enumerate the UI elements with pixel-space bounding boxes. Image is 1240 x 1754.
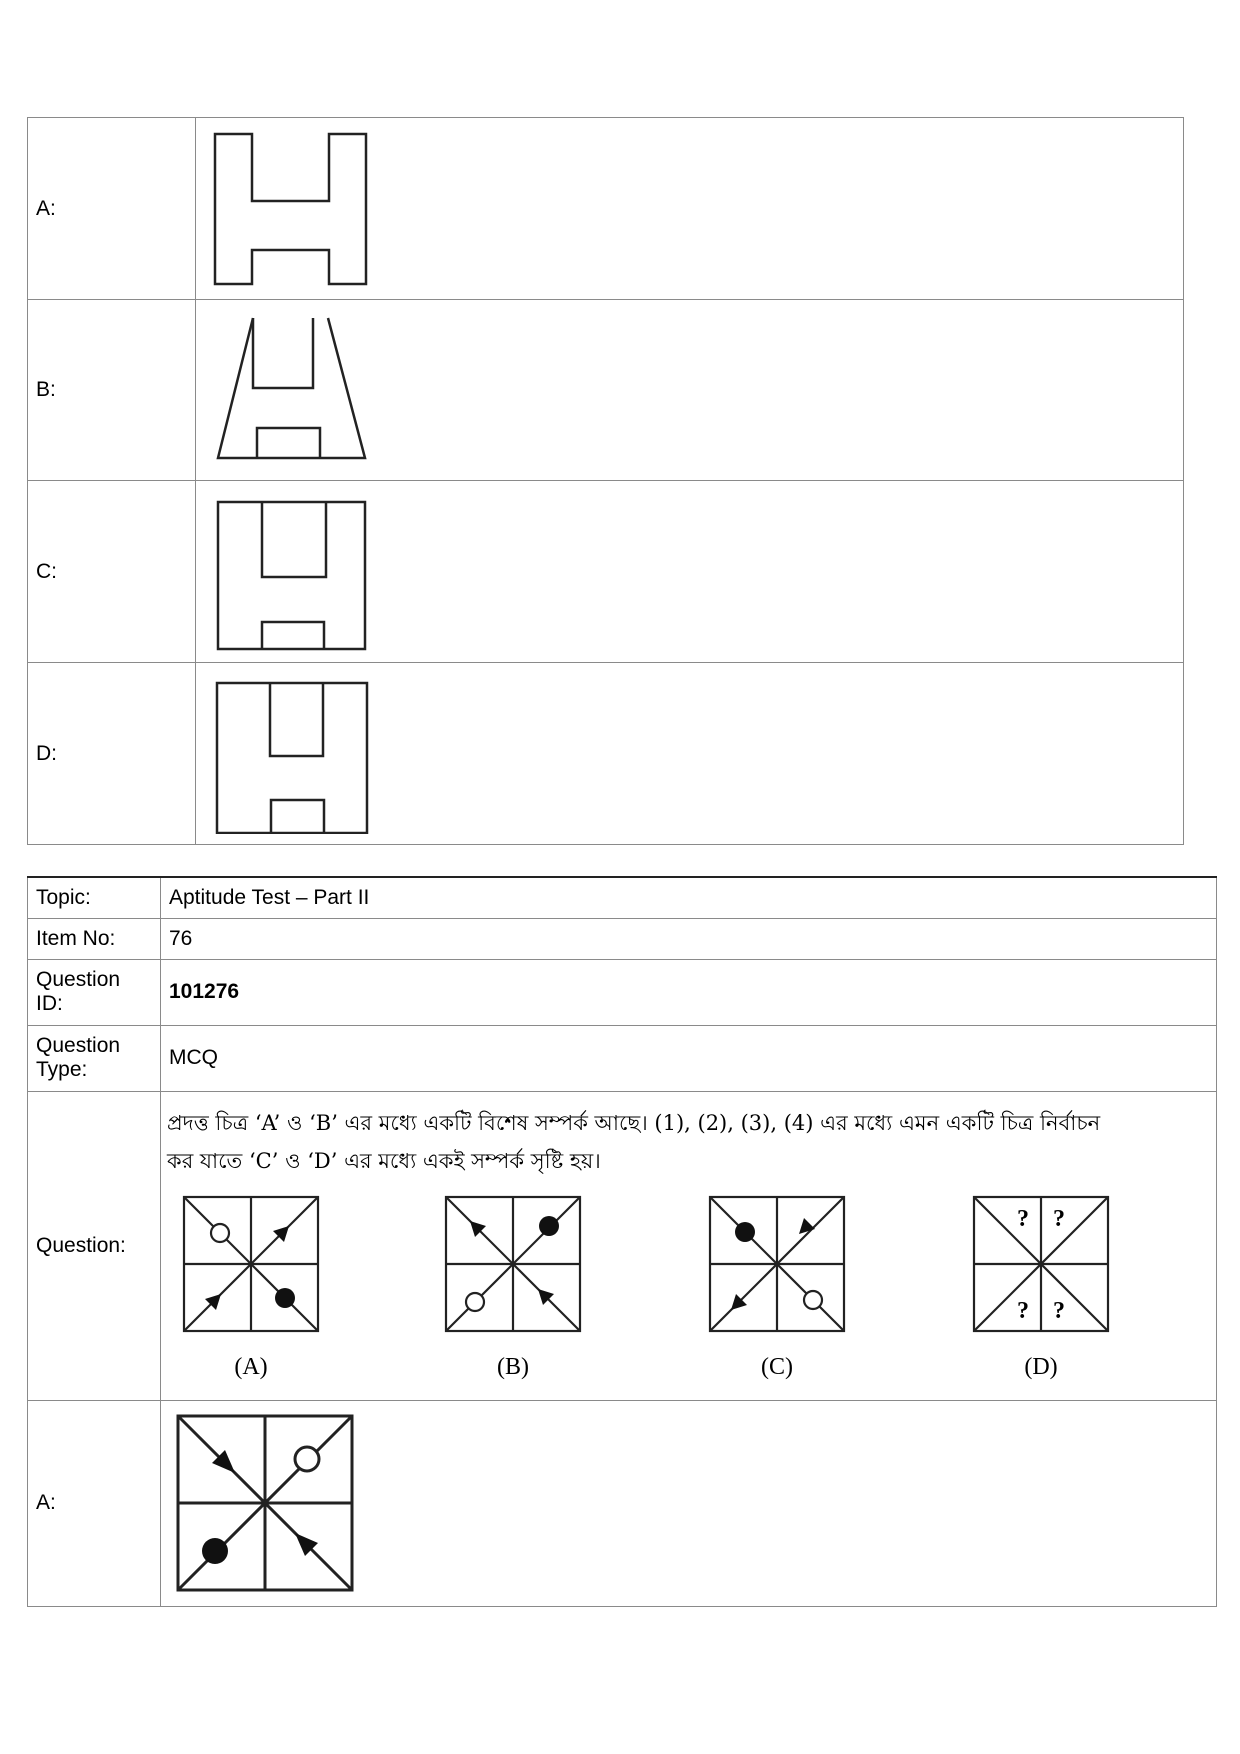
question-type-row — [28, 1025, 1217, 1091]
topic-label: Topic: — [28, 877, 161, 918]
question-figure-b — [433, 1194, 593, 1386]
question-table — [27, 876, 1217, 1607]
option-label: B: — [28, 300, 196, 481]
figure-c-arrow-icon — [707, 1194, 847, 1334]
question-figure-d — [961, 1194, 1121, 1386]
option-label: D: — [28, 663, 196, 845]
figure-caption: (C) — [761, 1353, 793, 1380]
item-value: 76 — [161, 918, 1217, 959]
figure-d-icon — [210, 674, 370, 834]
figure-a-arrow-icon — [181, 1194, 321, 1334]
option-row-a — [28, 118, 1184, 300]
figure-d-question-icon — [971, 1194, 1111, 1334]
answer-row — [28, 1400, 1217, 1606]
option-label: C: — [28, 481, 196, 663]
figure-c-icon — [210, 492, 370, 652]
figure-b-arrow-icon — [443, 1194, 583, 1334]
question-id-row — [28, 959, 1217, 1025]
options-table — [27, 117, 1184, 845]
figure-b-icon — [210, 310, 370, 470]
topic-value: Aptitude Test – Part II — [161, 877, 1217, 918]
option-figure-cell — [196, 300, 1184, 481]
question-mark: ? — [1017, 1205, 1029, 1232]
option-row-c — [28, 481, 1184, 663]
question-type-value: MCQ — [161, 1025, 1217, 1091]
question-text-line: প্রদত্ত চিত্র ‘A’ ও ‘B’ এর মধ্যে একটি বিশেষ সম্পর্ক আছে। (1), (2), (3), (4) এর মধ্যে এমন একটি চিত্র নির্বাচন — [167, 1110, 1101, 1135]
question-id-label: Question ID: — [28, 959, 161, 1025]
figure-caption: (D) — [1024, 1353, 1058, 1380]
option-row-d — [28, 663, 1184, 845]
question-type-label: Question Type: — [28, 1025, 161, 1091]
figure-caption: (B) — [497, 1353, 529, 1380]
figure-a-icon — [210, 129, 370, 289]
topic-row — [28, 877, 1217, 918]
figure-caption: (A) — [234, 1353, 268, 1380]
option-figure-cell — [196, 118, 1184, 300]
question-body — [161, 1091, 1217, 1400]
question-mark: ? — [1053, 1205, 1065, 1232]
answer-figure-cell — [161, 1400, 1217, 1606]
question-id-value: 101276 — [161, 959, 1217, 1025]
question-mark: ? — [1017, 1297, 1029, 1324]
question-mark: ? — [1053, 1297, 1065, 1324]
option-figure-cell — [196, 663, 1184, 845]
option-label: A: — [28, 118, 196, 300]
item-label: Item No: — [28, 918, 161, 959]
question-figure-c — [697, 1194, 857, 1386]
option-figure-cell — [196, 481, 1184, 663]
answer-label: A: — [28, 1400, 161, 1606]
answer-figure-icon — [175, 1413, 355, 1593]
question-figures — [167, 1180, 1210, 1400]
option-row-b — [28, 300, 1184, 481]
question-text-line: কর যাতে ‘C’ ও ‘D’ এর মধ্যে একই সম্পর্ক সৃষ্টি হয়। — [167, 1148, 601, 1173]
question-figure-a — [171, 1194, 331, 1386]
question-label: Question: — [28, 1091, 161, 1400]
item-row — [28, 918, 1217, 959]
question-row — [28, 1091, 1217, 1400]
